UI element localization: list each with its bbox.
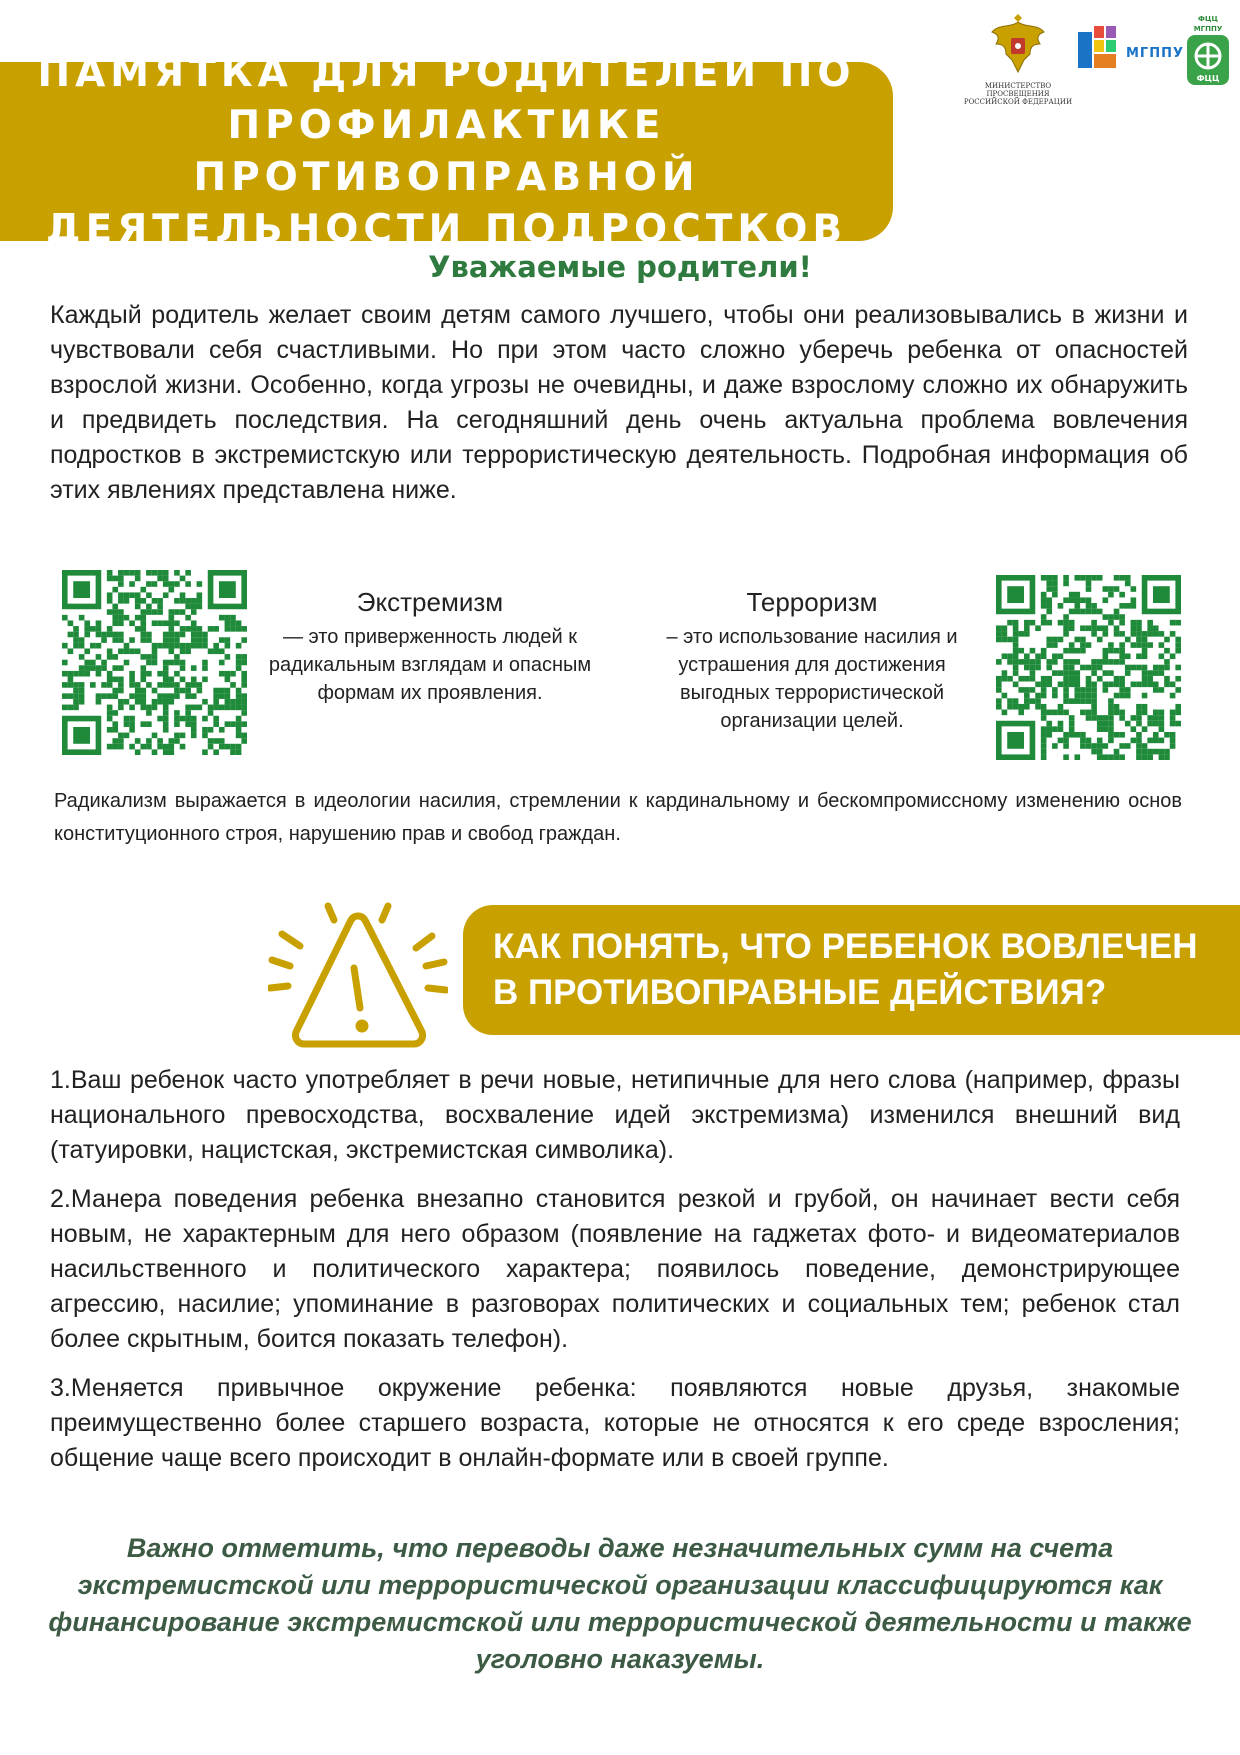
radicalism-paragraph: Радикализм выражается в идеологии насилия, стремлении к кардинальному и бескомпромиссному изменению основ конституционного строя, нарушению прав и свобод граждан.	[54, 790, 1182, 845]
mgppu-text: МГППУ	[1126, 46, 1185, 61]
terrorism-title: Терроризм	[746, 587, 878, 617]
extremism-text: — это приверженность людей к радикальным взглядам и опасным формам их проявления.	[268, 626, 592, 704]
ministry-logo	[958, 14, 1078, 106]
title-line-3: ДЕЯТЕЛЬНОСТИ ПОДРОСТКОВ	[45, 206, 848, 252]
logos	[958, 14, 1228, 114]
question-banner	[463, 905, 1240, 1035]
eagle-emblem-icon	[988, 14, 1048, 76]
fcc-logo	[1185, 14, 1231, 84]
ministry-caption-line-1: МИНИСТЕРСТВО ПРОСВЕЩЕНИЯ	[984, 82, 1052, 98]
extremism-definition	[256, 585, 604, 707]
fcc-caption: ФЦЦ МГППУ	[1193, 15, 1223, 33]
question-line-1: КАК ПОНЯТЬ, ЧТО РЕБЕНОК ВОВЛЕЧЕН	[493, 927, 1198, 966]
extremism-title: Экстремизм	[356, 587, 504, 617]
sign-item: 1.Ваш ребенок часто употребляет в речи новые, нетипичные для него слова (например, фразы национального превосходства, восхваление идей экстремизма) изменился внешний вид (татуировки, нацистская, экстремистская символика).	[50, 1066, 1180, 1164]
mgppu-mark-icon	[1076, 22, 1124, 74]
intro-paragraph: Каждый родитель желает своим детям самого лучшего, чтобы они реализовывались в жизни и чувствовали себя счастливыми. Но при этом часто сложно уберечь ребенка от опасностей взрослой жизни. Особенно, когда угрозы не очевидны, и даже взрослому сложно их обнаружить и предвидеть последствия. На сегодняшний день очень актуальна проблема вовлечения подростков в экстремистскую или террористическую деятельность. Подробная информация об этих явлениях представлена ниже.	[50, 301, 1188, 504]
warning-icon	[268, 886, 448, 1056]
question-line-2: В ПРОТИВОПРАВНЫЕ ДЕЙСТВИЯ?	[493, 973, 1107, 1012]
mgppu-logo	[1076, 22, 1188, 82]
greeting: Уважаемые родители!	[428, 250, 812, 284]
terrorism-definition	[636, 585, 988, 735]
page-title	[0, 48, 893, 256]
fcc-badge-label: ФЦЦ	[1196, 74, 1220, 83]
ministry-caption	[958, 82, 1078, 106]
important-note: Важно отметить, что переводы даже незначительных сумм на счета экстремистской или террористической организации классифицируются как финансирование экстремистской или террористической деятельности и также уголовно наказуемы.	[48, 1533, 1192, 1674]
sign-item: 2.Манера поведения ребенка внезапно становится резкой и грубой, он начинает вести себя новым, не характерным для него образом (появление на гаджетах фото- и видеоматериалов насильственного и политического характера; появилось поведение, демонстрирующее агрессию, насилие; упоминание в разговорах политических и социальных тем; ребенок стал более скрытным, боится показать телефон).	[50, 1185, 1180, 1353]
question-heading	[493, 924, 1198, 1016]
terrorism-text: – это использование насилия и устрашения для достижения выгодных террористической организации целей.	[666, 626, 958, 732]
ministry-caption-line-2: РОССИЙСКОЙ ФЕДЕРАЦИИ	[963, 98, 1073, 106]
title-banner	[0, 50, 893, 252]
qr-code-extremism[interactable]	[62, 570, 247, 755]
signs-list	[50, 1063, 1180, 1490]
title-line-2: ПРОФИЛАКТИКЕ ПРОТИВОПРАВНОЙ	[193, 102, 700, 200]
title-line-1: ПАМЯТКА ДЛЯ РОДИТЕЛЕЙ ПО	[37, 50, 856, 96]
fcc-badge-icon	[1186, 34, 1230, 86]
qr-code-terrorism[interactable]	[996, 575, 1181, 760]
sign-item: 3.Меняется привычное окружение ребенка: появляются новые друзья, знакомые преимущественно более старшего возраста, которые не относятся к его среде взросления; общение чаще всего происходит в онлайн-формате или в своей группе.	[50, 1374, 1180, 1472]
